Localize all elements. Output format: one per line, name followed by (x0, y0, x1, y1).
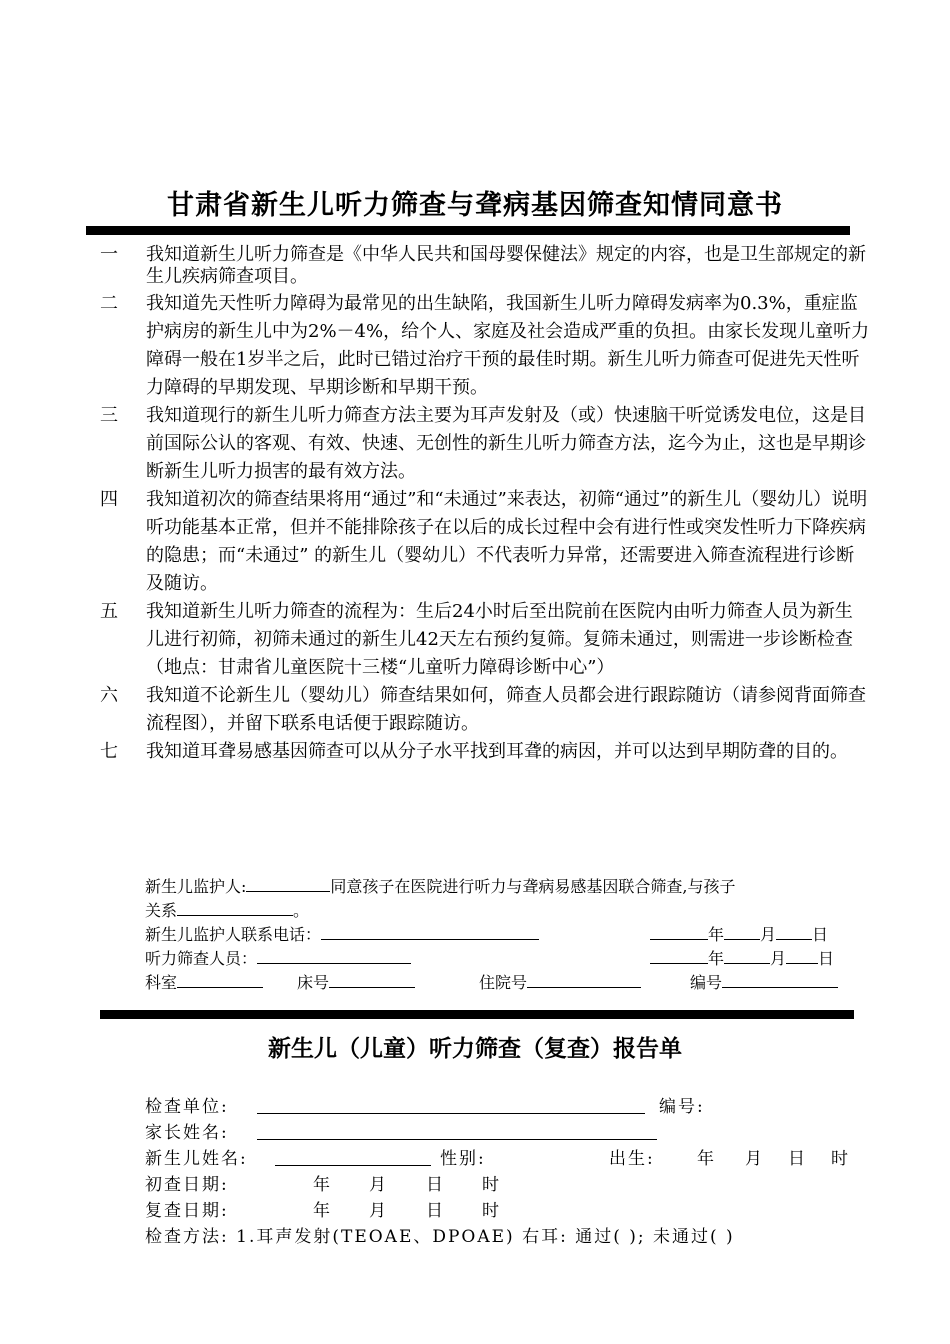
guardian-label: 新生儿监护人: (145, 877, 247, 896)
first-check-row (145, 1172, 865, 1198)
baby-label: 新生儿姓名: (145, 1149, 248, 1169)
method-row (145, 1224, 865, 1250)
clause-list (100, 244, 870, 766)
clause-text: 我知道耳聋易感基因筛查可以从分子水平找到耳聋的病因，并可以达到早期防聋的目的。 (146, 741, 848, 762)
baby-row (145, 1146, 865, 1172)
middle-divider (100, 1010, 854, 1019)
serial-field[interactable] (722, 970, 838, 988)
year-label: 年 (708, 949, 725, 968)
top-divider (86, 226, 850, 235)
first-month: 月 (369, 1175, 388, 1195)
report-form (145, 1094, 865, 1250)
month-field[interactable] (724, 946, 770, 964)
gender-label: 性别: (440, 1149, 486, 1169)
inpatient-field[interactable] (527, 970, 641, 988)
consent-signature-section (145, 874, 865, 994)
method-text: 检查方法: 1.耳声发射(TEOAE、DPOAE) 右耳: 通过( ); 未通过( ) (145, 1227, 735, 1247)
consent-date-1 (650, 922, 828, 947)
guardian-row (145, 874, 865, 898)
relation-row (145, 898, 865, 922)
clause-item (100, 598, 870, 682)
unit-row (145, 1094, 865, 1120)
first-hour: 时 (482, 1175, 501, 1195)
clause-item (100, 682, 870, 738)
birth-label: 出生: (609, 1149, 655, 1169)
day-label: 日 (818, 949, 835, 968)
unit-label: 检查单位: (145, 1097, 229, 1117)
report-title: 新生儿（儿童）听力筛查（复查）报告单 (268, 1036, 682, 1062)
year-field[interactable] (650, 922, 708, 940)
unit-field[interactable] (257, 1094, 645, 1114)
relation-label: 关系 (145, 901, 178, 920)
month-field[interactable] (724, 922, 760, 940)
dept-field[interactable] (177, 970, 263, 988)
clause-number: 五 (100, 601, 118, 622)
bed-group (297, 970, 415, 995)
clause-item (100, 738, 870, 766)
clause-item (100, 290, 870, 402)
first-year: 年 (313, 1175, 332, 1195)
screener-row (145, 946, 865, 970)
serial-group (690, 970, 838, 995)
parent-row (145, 1120, 865, 1146)
guardian-name-field[interactable] (246, 874, 330, 892)
clause-number: 三 (100, 405, 118, 426)
month-label: 月 (760, 925, 777, 944)
year-field[interactable] (650, 946, 708, 964)
parent-label: 家长姓名: (145, 1123, 229, 1143)
baby-name-field[interactable] (275, 1146, 431, 1166)
recheck-month: 月 (369, 1201, 388, 1221)
serial-label: 编号 (690, 973, 723, 992)
screener-field[interactable] (257, 946, 411, 964)
agree-text: 同意孩子在医院进行听力与聋病易感基因联合筛查,与孩子 (330, 877, 736, 896)
consent-date-2 (650, 946, 834, 971)
clause-number: 六 (100, 685, 118, 706)
birth-month: 月 (745, 1149, 764, 1169)
phone-field[interactable] (321, 922, 539, 940)
parent-name-field[interactable] (257, 1120, 657, 1140)
clause-text: 我知道现行的新生儿听力筛查方法主要为耳声发射及（或）快速脑干听觉诱发电位，这是目前国际公认的客观、有效、快速、无创性的新生儿听力筛查方法，迄今为止，这也是早期诊断新生儿听力损害的最有效方法。 (146, 405, 866, 482)
recheck-hour: 时 (482, 1201, 501, 1221)
report-serial-label: 编号: (659, 1097, 705, 1117)
inpatient-group (479, 970, 641, 995)
clause-text: 我知道先天性听力障碍为最常见的出生缺陷，我国新生儿听力障碍发病率为0.3%，重症监护病房的新生儿中为2%－4%，给个人、家庭及社会造成严重的负担。由家长发现儿童听力障碍一般在1岁半之后，此时已错过治疗干预的最佳时期。新生儿听力筛查可促进先天性听力障碍的早期发现、早期诊断和早期干预。 (146, 293, 870, 398)
clause-number: 一 (100, 244, 118, 265)
recheck-label: 复查日期: (145, 1201, 229, 1221)
birth-hour: 时 (831, 1149, 850, 1169)
clause-item (100, 402, 870, 486)
phone-row (145, 922, 865, 946)
year-label: 年 (708, 925, 725, 944)
clause-number: 二 (100, 293, 118, 314)
clause-text: 我知道初次的筛查结果将用“通过”和“未通过”来表达，初筛“通过”的新生儿（婴幼儿）说明听功能基本正常，但并不能排除孩子在以后的成长过程中会有进行性或突发性听力下降疾病的隐患；而“未通过” 的新生儿（婴幼儿）不代表听力异常，还需要进入筛查流程进行诊断及随访。 (146, 489, 868, 594)
clause-text: 我知道新生儿听力筛查的流程为：生后24小时后至出院前在医院内由听力筛查人员为新生儿进行初筛，初筛未通过的新生儿42天左右预约复筛。复筛未通过，则需进一步诊断检查（地点：甘肃省儿童医院十三楼“儿童听力障碍诊断中心”） (146, 601, 853, 678)
inpatient-label: 住院号 (479, 973, 528, 992)
clause-item (100, 486, 870, 598)
bed-field[interactable] (329, 970, 415, 988)
month-label: 月 (770, 949, 787, 968)
birth-day: 日 (788, 1149, 807, 1169)
recheck-day: 日 (426, 1201, 445, 1221)
relation-end: 。 (293, 901, 310, 920)
clause-text: 我知道不论新生儿（婴幼儿）筛查结果如何，筛查人员都会进行跟踪随访（请参阅背面筛查流程图），并留下联系电话便于跟踪随访。 (146, 685, 866, 734)
birth-year: 年 (697, 1149, 716, 1169)
first-check-label: 初查日期: (145, 1175, 229, 1195)
ward-row (145, 970, 865, 994)
first-day: 日 (426, 1175, 445, 1195)
clause-number: 四 (100, 489, 118, 510)
clause-item (100, 244, 870, 288)
clause-number: 七 (100, 741, 118, 762)
day-label: 日 (812, 925, 829, 944)
recheck-row (145, 1198, 865, 1224)
recheck-year: 年 (313, 1201, 332, 1221)
screener-label: 听力筛查人员： (145, 949, 258, 968)
day-field[interactable] (786, 946, 818, 964)
phone-label: 新生儿监护人联系电话： (145, 925, 322, 944)
relation-field[interactable] (177, 898, 293, 916)
dept-label: 科室 (145, 973, 178, 992)
page-title: 甘肃省新生儿听力筛查与聋病基因筛查知情同意书 (167, 190, 783, 221)
bed-label: 床号 (297, 973, 330, 992)
clause-text: 我知道新生儿听力筛查是《中华人民共和国母婴保健法》规定的内容，也是卫生部规定的新生儿疾病筛查项目。 (146, 244, 866, 287)
day-field[interactable] (776, 922, 812, 940)
